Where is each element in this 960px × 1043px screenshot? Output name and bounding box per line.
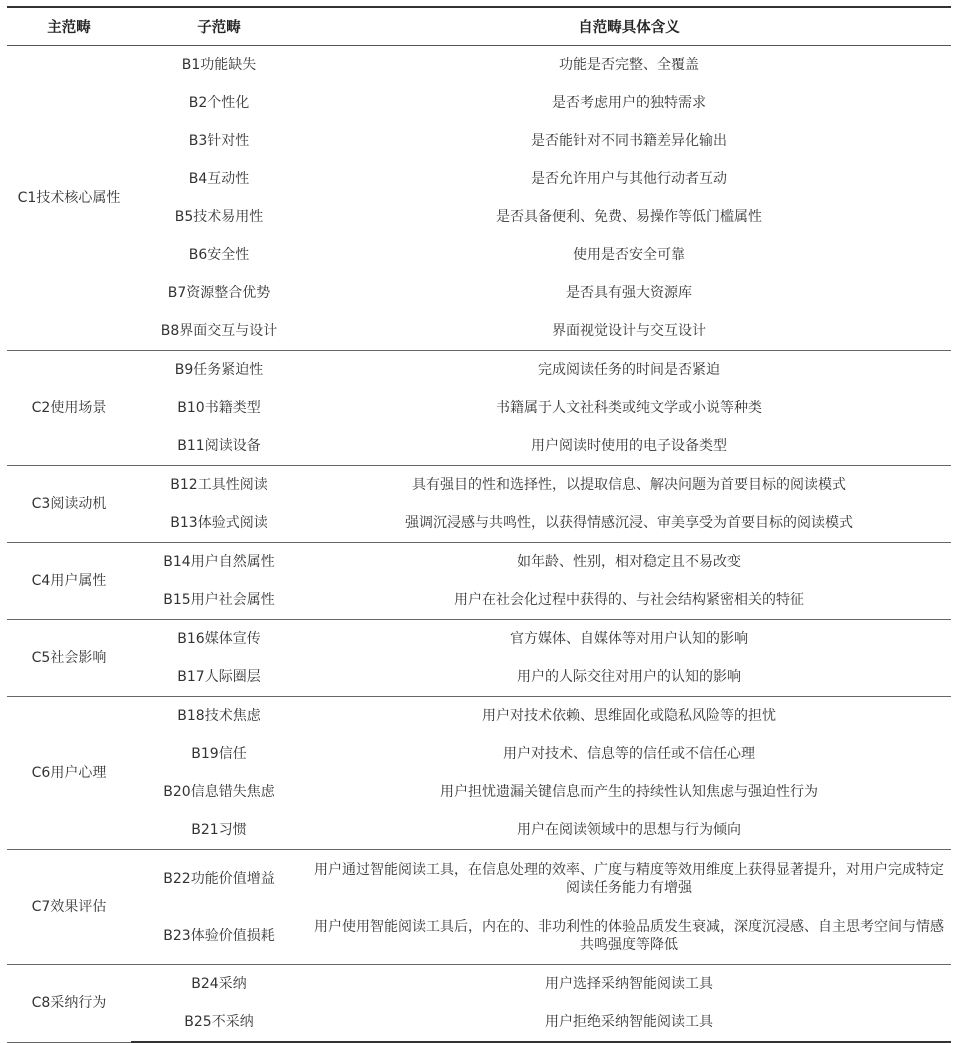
definition-cell: 用户阅读时使用的电子设备类型 xyxy=(307,427,951,466)
sub-category-cell: B19信任 xyxy=(191,746,247,762)
table-row xyxy=(7,274,951,312)
sub-category-cell: B13体验式阅读 xyxy=(131,504,307,543)
table-row xyxy=(7,735,951,773)
sub-category-cell: B14用户自然属性 xyxy=(163,554,275,570)
table-row xyxy=(7,427,951,466)
main-category-cell: C1技术核心属性 xyxy=(7,46,131,351)
sub-category-cell: B20信息错失焦虑 xyxy=(163,784,275,800)
sub-category-cell: B8界面交互与设计 xyxy=(131,312,307,351)
sub-category-cell: B24采纳 xyxy=(191,976,247,992)
sub-category-cell: B16媒体宣传 xyxy=(177,631,261,647)
definition-cell: 用户选择采纳智能阅读工具 xyxy=(545,976,713,992)
table-row xyxy=(7,236,951,274)
main-category-cell: C2使用场景 xyxy=(7,351,131,466)
main-category-cell: C3阅读动机 xyxy=(7,466,131,543)
sub-category-cell: B7资源整合优势 xyxy=(167,285,271,301)
sub-category-cell: B22功能价值增益 xyxy=(163,870,275,887)
sub-category-cell: B11阅读设备 xyxy=(131,427,307,466)
sub-category-cell: B4互动性 xyxy=(188,171,250,187)
table-row xyxy=(7,543,951,582)
table-row xyxy=(7,46,951,85)
definition-cell: 是否考虑用户的独特需求 xyxy=(552,95,706,111)
category-group xyxy=(7,351,951,466)
category-group xyxy=(7,466,951,543)
table-row xyxy=(7,351,951,390)
definition-cell: 是否具有强大资源库 xyxy=(566,285,692,301)
main-category-cell: C5社会影响 xyxy=(7,620,131,697)
category-group xyxy=(7,543,951,620)
sub-category-cell: B3针对性 xyxy=(188,133,250,149)
table-row xyxy=(7,466,951,505)
definition-cell: 用户的人际交往对用户的认知的影响 xyxy=(307,658,951,697)
definition-cell: 是否允许用户与其他行动者互动 xyxy=(531,171,727,187)
table-row xyxy=(7,122,951,160)
sub-category-cell: B18技术焦虑 xyxy=(177,708,261,724)
table-header xyxy=(7,7,951,46)
sub-category-cell: B15用户社会属性 xyxy=(131,581,307,620)
main-category-cell: C4用户属性 xyxy=(7,543,131,620)
definition-cell: 具有强目的性和选择性，以提取信息、解决问题为首要目标的阅读模式 xyxy=(412,477,846,493)
definition-cell: 界面视觉设计与交互设计 xyxy=(307,312,951,351)
table-row xyxy=(7,84,951,122)
definition-cell: 用户对技术、信息等的信任或不信任心理 xyxy=(503,746,755,762)
table-row xyxy=(7,620,951,659)
table-row xyxy=(7,850,951,908)
table-row xyxy=(7,697,951,736)
definition-cell: 用户通过智能阅读工具，在信息处理的效率、广度与精度等效用维度上获得显著提升，对用户完成特定阅读任务能力有增强 xyxy=(314,861,944,896)
definition-cell: 是否能针对不同书籍差异化输出 xyxy=(531,133,727,149)
table-row xyxy=(7,198,951,236)
definition-cell: 强调沉浸感与共鸣性，以获得情感沉浸、审美享受为首要目标的阅读模式 xyxy=(307,504,951,543)
sub-category-cell: B1功能缺失 xyxy=(181,57,257,73)
sub-category-cell: B2个性化 xyxy=(188,95,250,111)
table-row xyxy=(7,581,951,620)
main-category-cell: C6用户心理 xyxy=(7,697,131,850)
definition-cell: 是否具备便利、免费、易操作等低门槛属性 xyxy=(496,209,762,225)
definition-cell: 用户在社会化过程中获得的、与社会结构紧密相关的特征 xyxy=(307,581,951,620)
header-main-category: 主范畴 xyxy=(7,7,131,46)
table-row xyxy=(7,504,951,543)
category-group xyxy=(7,697,951,850)
table-row xyxy=(7,1003,951,1042)
definition-cell: 使用是否安全可靠 xyxy=(573,247,685,263)
definition-cell: 用户对技术依赖、思维固化或隐私风险等的担忧 xyxy=(482,708,776,724)
header-row xyxy=(7,7,951,46)
definition-cell: 用户使用智能阅读工具后，内在的、非功利性的体验品质发生衰减，深度沉浸感、自主思考空间与情感共鸣强度等降低 xyxy=(307,907,951,965)
table-row xyxy=(7,907,951,965)
table-row xyxy=(7,160,951,198)
sub-category-cell: B12工具性阅读 xyxy=(170,477,268,493)
table-row xyxy=(7,389,951,427)
definition-cell: 完成阅读任务的时间是否紧迫 xyxy=(538,362,720,378)
category-group xyxy=(7,620,951,697)
table-row xyxy=(7,965,951,1004)
definition-cell: 功能是否完整、全覆盖 xyxy=(559,57,699,73)
sub-category-cell: B10书籍类型 xyxy=(177,400,261,416)
definition-cell: 用户在阅读领域中的思想与行为倾向 xyxy=(307,811,951,850)
sub-category-cell: B25不采纳 xyxy=(131,1003,307,1042)
sub-category-cell: B9任务紧迫性 xyxy=(174,362,264,378)
table-row xyxy=(7,811,951,850)
category-group xyxy=(7,46,951,351)
table-row xyxy=(7,658,951,697)
category-group xyxy=(7,965,951,1043)
definition-cell: 书籍属于人文社科类或纯文学或小说等种类 xyxy=(496,400,762,416)
definition-cell: 用户担忧遗漏关键信息而产生的持续性认知焦虑与强迫性行为 xyxy=(440,784,818,800)
main-category-cell: C8采纳行为 xyxy=(7,965,131,1043)
main-category-cell: C7效果评估 xyxy=(7,850,131,965)
sub-category-cell: B21习惯 xyxy=(131,811,307,850)
header-definition: 自范畴具体含义 xyxy=(307,7,951,46)
category-group xyxy=(7,850,951,965)
sub-category-cell: B5技术易用性 xyxy=(174,209,264,225)
definition-cell: 用户拒绝采纳智能阅读工具 xyxy=(307,1003,951,1042)
table-row xyxy=(7,312,951,351)
header-sub-category: 子范畴 xyxy=(131,7,307,46)
sub-category-cell: B23体验价值损耗 xyxy=(131,907,307,965)
sub-category-cell: B6安全性 xyxy=(188,247,250,263)
sub-category-cell: B17人际圈层 xyxy=(131,658,307,697)
category-table-container xyxy=(7,6,951,1043)
definition-cell: 官方媒体、自媒体等对用户认知的影响 xyxy=(510,631,748,647)
category-table xyxy=(7,6,951,1043)
definition-cell: 如年龄、性别，相对稳定且不易改变 xyxy=(517,554,741,570)
table-row xyxy=(7,773,951,811)
